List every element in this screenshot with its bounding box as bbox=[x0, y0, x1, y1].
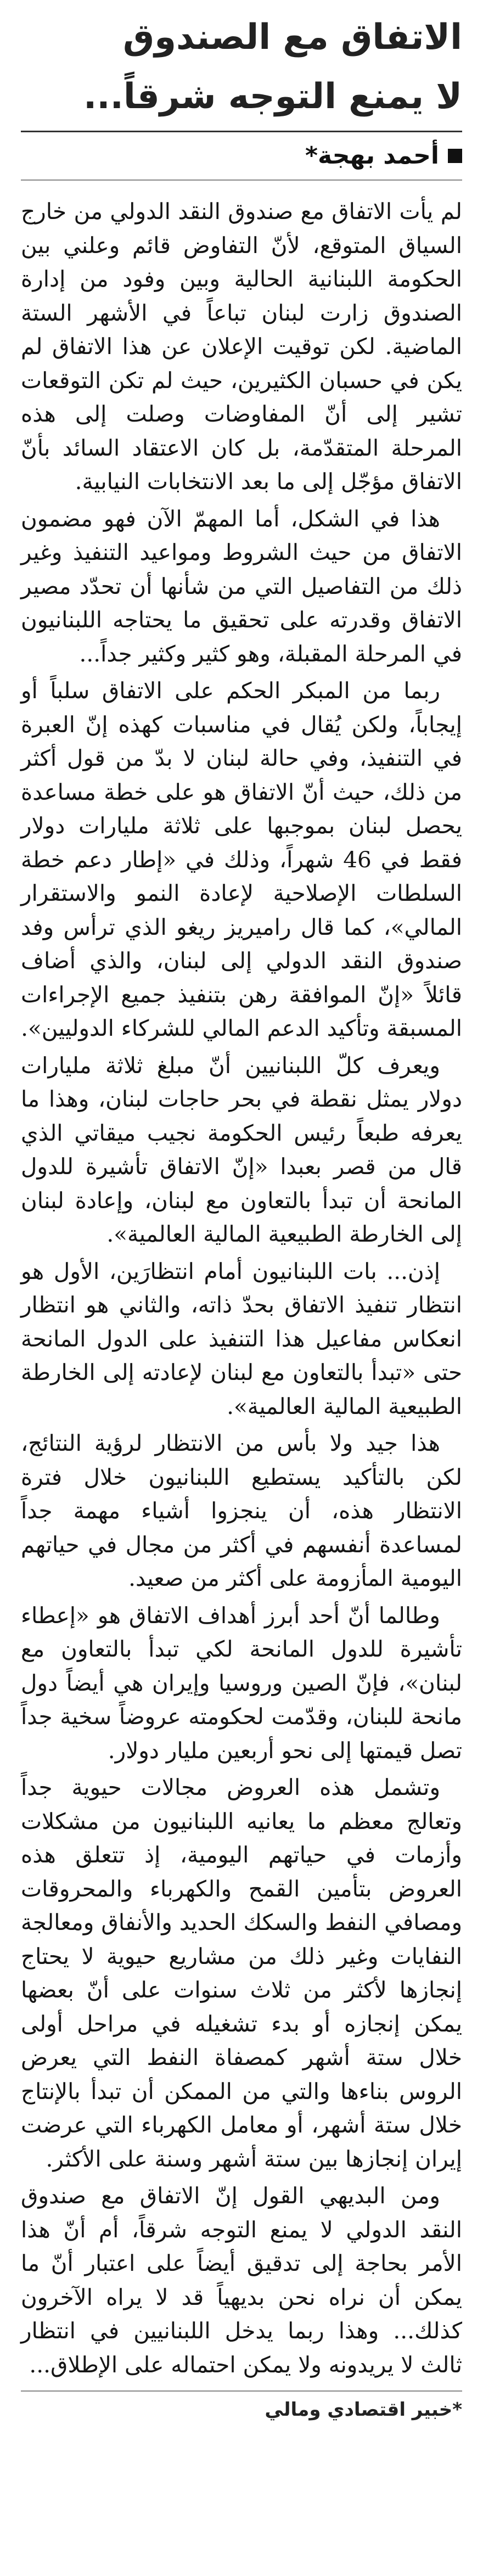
byline-divider bbox=[21, 179, 462, 181]
headline bbox=[21, 8, 462, 126]
paragraph-1: لم يأت الاتفاق مع صندوق النقد الدولي من خارج السياق المتوقع، لأنّ التفاوض قائم وعلني بين الحكومة اللبنانية الحالية وبين وفود من إدارة الصندوق زارت لبنان تباعاً في الأشهر الستة الماضية. لكن توقيت الإعلان عن هذا الاتفاق لم يكن في حسبان الكثيرين، حيث لم تكن التوقعات تشير إلى أنّ المفاوضات وصلت إلى هذه المرحلة المتقدّمة، بل كان الاعتقاد السائد بأنّ الاتفاق مؤجّل إلى ما بعد الانتخابات النيابية. bbox=[21, 198, 462, 495]
paragraph-8: وتشمل هذه العروض مجالات حيوية جداً وتعالج معظم ما يعانيه اللبنانيون من مشكلات وأزمات في حياتهم اليومية، إذ تتعلق هذه العروض بتأمين القمح والكهرباء والمحروقات ومصافي النفط والسكك الحديد والأنفاق ومعالجة النفايات وغير ذلك من مشاريع حيوية لا يحتاج إنجازها لأكثر من ثلاث سنوات على أنّ بعضها يمكن إنجازه أو بدء تشغيله في مراحل أولى خلال ستة أشهر كمصفاة النفط التي يعرض الروس بناءها والتي من الممكن أن تبدأ بالإنتاج خلال ستة أشهر، أو معامل الكهرباء التي عرضت إيران إنجازها بين ستة أشهر وسنة على الأكثر. bbox=[21, 1774, 462, 2172]
paragraph-7: وطالما أنّ أحد أبرز أهداف الاتفاق هو «إعطاء تأشيرة للدول المانحة لكي تبدأ بالتعاون مع لبنان»، فإنّ الصين وروسيا وإيران هي أيضاً دول مانحة للبنان، وقدّمت لحكومته عروضاً سخية جداً تصل قيمتها إلى نحو أربعين مليار دولار. bbox=[21, 1602, 462, 1764]
author-footnote: *خبير اقتصادي ومالي bbox=[265, 2399, 462, 2421]
author-name: أحمد بهجة* bbox=[305, 142, 439, 170]
paragraph-4: ويعرف كلّ اللبنانيين أنّ مبلغ ثلاثة مليارات دولار يمثل نقطة في بحر حاجات لبنان، وهذا ما يعرفه طبعاً رئيس الحكومة نجيب ميقاتي الذي قال من قصر بعبدا «إنّ الاتفاق تأشيرة للدول المانحة أن تبدأ بالتعاون مع لبنان، وإعادة لبنان إلى الخارطة الطبيعية المالية العالمية». bbox=[21, 1052, 462, 1247]
paragraph-9: ومن البديهي القول إنّ الاتفاق مع صندوق النقد الدولي لا يمنع التوجه شرقاً، أم أنّ هذا الأمر بحاجة إلى تدقيق أيضاً على اعتبار أنّ ما يمكن أن نراه نحن بديهياً قد لا يراه الآخرون كذلك... وهذا ربما يدخل اللبنانيين في انتظار ثالث لا يريدونه ولا يمكن احتماله على الإطلاق... bbox=[21, 2182, 462, 2378]
byline bbox=[21, 132, 462, 179]
paragraph-5: إذن... بات اللبنانيون أمام انتظارَين، الأول هو انتظار تنفيذ الاتفاق بحدّ ذاته، والثاني هو انتظار انعكاس مفاعيل هذا التنفيذ على الدول المانحة حتى «تبدأ بالتعاون مع لبنان لإعادته إلى الخارطة الطبيعية المالية العالمية». bbox=[21, 1258, 462, 1419]
headline-line-1: الاتفاق مع الصندوق bbox=[123, 17, 462, 58]
headline-line-2: لا يمنع التوجه شرقاً... bbox=[83, 76, 462, 117]
paragraph-2: هذا في الشكل، أما المهمّ الآن فهو مضمون الاتفاق من حيث الشروط ومواعيد التنفيذ وغير ذلك من التفاصيل التي من شأنها أن تحدّد مصير الاتفاق وقدرته على تحقيق ما يحتاجه اللبنانيون في المرحلة المقبلة، وهو كثير وكثير جداً... bbox=[21, 505, 462, 667]
paragraph-3: ربما من المبكر الحكم على الاتفاق سلباً أو إيجاباً، ولكن يُقال في مناسبات كهذه إنّ العبرة في التنفيذ، وفي حالة لبنان لا بدّ من قول أكثر من ذلك، حيث أنّ الاتفاق هو على خطة مساعدة يحصل لبنان بموجبها على ثلاثة مليارات دولار فقط في 46 شهراً، وذلك في «إطار دعم خطة السلطات الإصلاحية لإعادة النمو والاستقرار المالي»، كما قال راميريز ريغو الذي ترأس وفد صندوق النقد الدولي إلى لبنان، والذي أضاف قائلاً «إنّ الموافقة رهن بتنفيذ جميع الإجراءات المسبقة وتأكيد الدعم المالي للشركاء الدوليين». bbox=[21, 677, 462, 1041]
square-bullet-icon bbox=[448, 149, 462, 163]
article-body bbox=[21, 195, 462, 2382]
paragraph-6: هذا جيد ولا بأس من الانتظار لرؤية النتائج، لكن بالتأكيد يستطيع اللبنانيون خلال فترة الانتظار هذه، أن ينجزوا أشياء مهمة جداً لمساعدة أنفسهم في أكثر من مجال في حياتهم اليومية المأزومة على أكثر من صعيد. bbox=[21, 1430, 462, 1591]
